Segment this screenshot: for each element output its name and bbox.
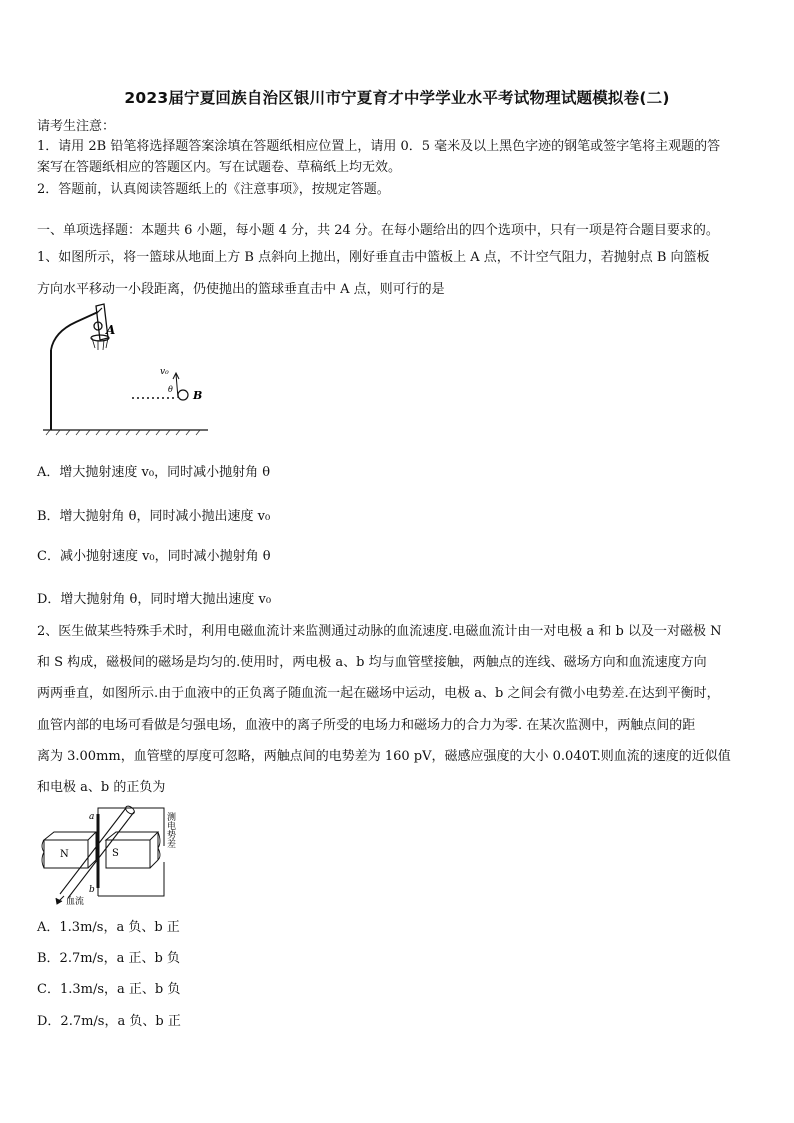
section-heading: 一、单项选择题：本题共 6 小题，每小题 4 分，共 24 分。在每小题给出的四个选项中，只有一项是符合题目要求的。 bbox=[37, 223, 719, 238]
q2-label-b: b bbox=[89, 885, 95, 895]
notice-item-1-line-1: 1．请用 2B 铅笔将选择题答案涂填在答题纸相应位置上，请用 0．5 毫米及以上黑色字迹的钢笔或签字笔将主观题的答 bbox=[37, 139, 721, 154]
q2-option-b: B．2.7m/s，a 正、b 负 bbox=[37, 951, 180, 966]
q1-option-b: B．增大抛射角 θ，同时减小抛出速度 v₀ bbox=[37, 509, 271, 524]
q2-option-d: D．2.7m/s，a 负、b 正 bbox=[37, 1014, 181, 1029]
notice-item-2: 2．答题前，认真阅读答题纸上的《注意事项》，按规定答题。 bbox=[37, 182, 390, 197]
q2-flowmeter-figure bbox=[40, 802, 210, 906]
q2-stem-line-6: 和电极 a、b 的正负为 bbox=[37, 780, 166, 795]
q2-option-c: C．1.3m/s，a 正、b 负 bbox=[37, 982, 181, 997]
notice-item-1-line-2: 案写在答题纸相应的答题区内。写在试题卷、草稿纸上均无效。 bbox=[37, 160, 402, 175]
q1-label-theta: θ bbox=[168, 385, 173, 394]
q2-stem-line-1: 2、医生做某些特殊手术时，利用电磁血流计来监测通过动脉的血流速度.电磁血流计由一对电极 a 和 b 以及一对磁极 N bbox=[37, 624, 722, 639]
q2-label-measure: 测电势差 bbox=[165, 812, 175, 848]
page-title: 2023届宁夏回族自治区银川市宁夏育才中学学业水平考试物理试题模拟卷(二) bbox=[124, 89, 670, 107]
notice-heading: 请考生注意： bbox=[37, 119, 116, 134]
q1-option-a: A．增大抛射速度 v₀，同时减小抛射角 θ bbox=[37, 465, 271, 480]
q1-option-c: C．减小抛射速度 v₀，同时减小抛射角 θ bbox=[37, 549, 271, 564]
q2-label-flow: 血流 bbox=[66, 897, 85, 906]
q2-stem-line-4: 血管内部的电场可看做是匀强电场，血液中的离子所受的电场力和磁场力的合力为零. 在某次监测中，两触点间的距 bbox=[37, 718, 696, 733]
q1-label-a: A bbox=[106, 323, 116, 337]
q1-option-d: D．增大抛射角 θ，同时增大抛出速度 v₀ bbox=[37, 592, 272, 607]
q1-label-v0: v₀ bbox=[160, 367, 169, 377]
q2-label-s: S bbox=[112, 848, 119, 859]
q2-label-n: N bbox=[60, 849, 69, 860]
q1-stem-line-1: 1、如图所示，将一篮球从地面上方 B 点斜向上抛出，刚好垂直击中篮板上 A 点，不计空气阻力，若抛射点 B 向篮板 bbox=[37, 250, 710, 265]
q2-option-a: A．1.3m/s，a 负、b 正 bbox=[37, 920, 180, 935]
q2-label-a: a bbox=[89, 812, 95, 822]
q2-stem-line-3: 两两垂直，如图所示.由于血液中的正负离子随血流一起在磁场中运动，电极 a、b 之间会有微小电势差.在达到平衡时， bbox=[37, 686, 720, 701]
q1-label-b: B bbox=[193, 389, 203, 402]
q2-stem-line-2: 和 S 构成，磁极间的磁场是均匀的.使用时，两电极 a、b 均与血管壁接触，两触点的连线、磁场方向和血流速度方向 bbox=[37, 655, 707, 670]
q2-stem-line-5: 离为 3.00mm，血管壁的厚度可忽略，两触点间的电势差为 160 pV，磁感应强度的大小 0.040T.则血流的速度的近似值 bbox=[37, 749, 731, 764]
q1-basketball-figure bbox=[40, 302, 220, 440]
q1-stem-line-2: 方向水平移动一小段距离，仍使抛出的篮球垂直击中 A 点，则可行的是 bbox=[37, 282, 445, 297]
